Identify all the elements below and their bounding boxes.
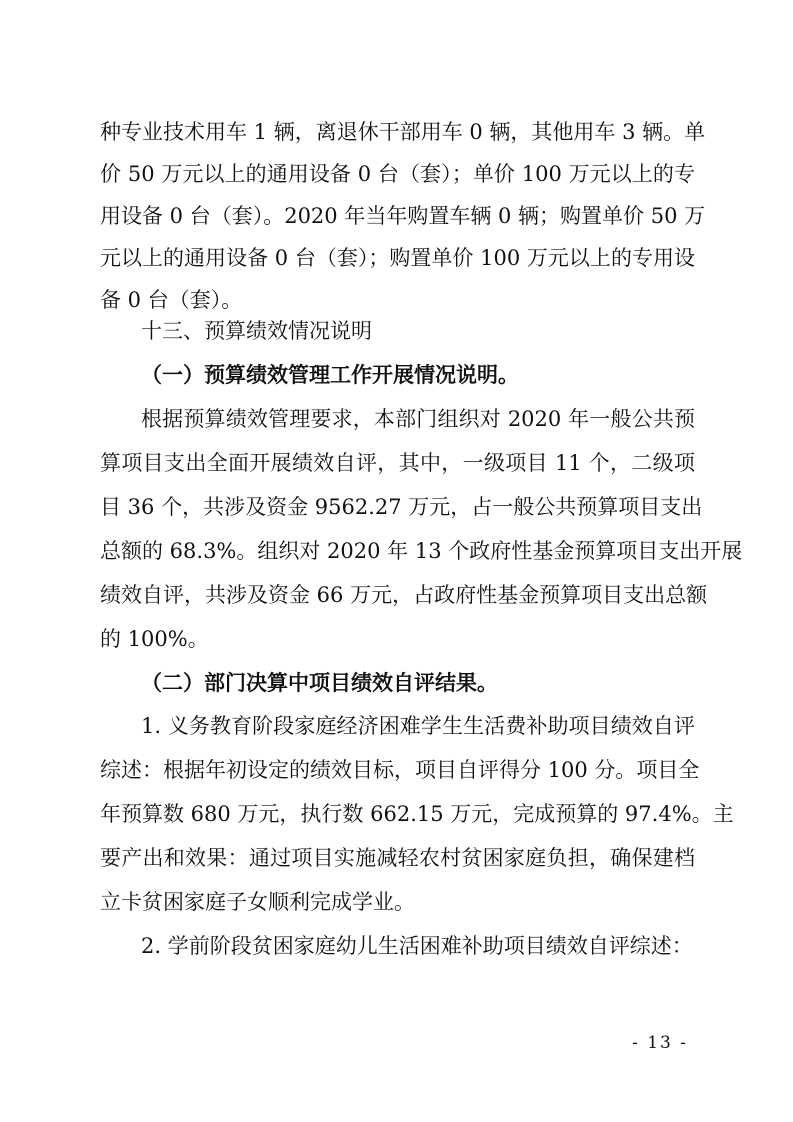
subsection-heading: （二）部门决算中项目绩效自评结果。 <box>141 670 498 695</box>
subsection-heading: （一）预算绩效管理工作开展情况说明。 <box>141 362 519 387</box>
paragraph-line: 种专业技术用车 1 辆，离退休干部用车 0 辆，其他用车 3 辆。单 <box>100 120 706 144</box>
paragraph-line: 综述：根据年初设定的绩效目标，项目自评得分 100 分。项目全 <box>100 758 700 782</box>
paragraph-line: 用设备 0 台（套）。2020 年当年购置车辆 0 辆；购置单价 50 万 <box>100 204 706 228</box>
paragraph-line: 目 36 个，共涉及资金 9562.27 万元，占一般公共预算项目支出 <box>100 495 703 519</box>
paragraph-line: 年预算数 680 万元，执行数 662.15 万元，完成预算的 97.4%。主 <box>100 802 734 826</box>
paragraph-line: 总额的 68.3%。组织对 2020 年 13 个政府性基金预算项目支出开展 <box>100 539 743 563</box>
paragraph-line: 算项目支出全面开展绩效自评，其中，一级项目 11 个，二级项 <box>100 451 695 475</box>
section-heading: 十三、预算绩效情况说明 <box>141 319 372 343</box>
paragraph-line: 绩效自评，共涉及资金 66 万元，占政府性基金预算项目支出总额 <box>100 583 708 607</box>
paragraph-line: 备 0 台（套）。 <box>100 288 243 312</box>
paragraph-line: 元以上的通用设备 0 台（套）；购置单价 100 万元以上的专用设 <box>100 246 695 270</box>
paragraph-line: 的 100%。 <box>100 627 209 651</box>
paragraph-line: 1. 义务教育阶段家庭经济困难学生生活费补助项目绩效自评 <box>141 714 695 738</box>
page-number: - 13 - <box>632 1033 688 1053</box>
paragraph-line: 根据预算绩效管理要求，本部门组织对 2020 年一般公共预 <box>141 407 695 431</box>
paragraph-line: 立卡贫困家庭子女顺利完成学业。 <box>100 890 415 914</box>
paragraph-line: 2. 学前阶段贫困家庭幼儿生活困难补助项目绩效自评综述： <box>141 934 693 958</box>
paragraph-line: 价 50 万元以上的通用设备 0 台（套）；单价 100 万元以上的专 <box>100 162 695 186</box>
paragraph-line: 要产出和效果：通过项目实施减轻农村贫困家庭负担，确保建档 <box>100 846 695 870</box>
